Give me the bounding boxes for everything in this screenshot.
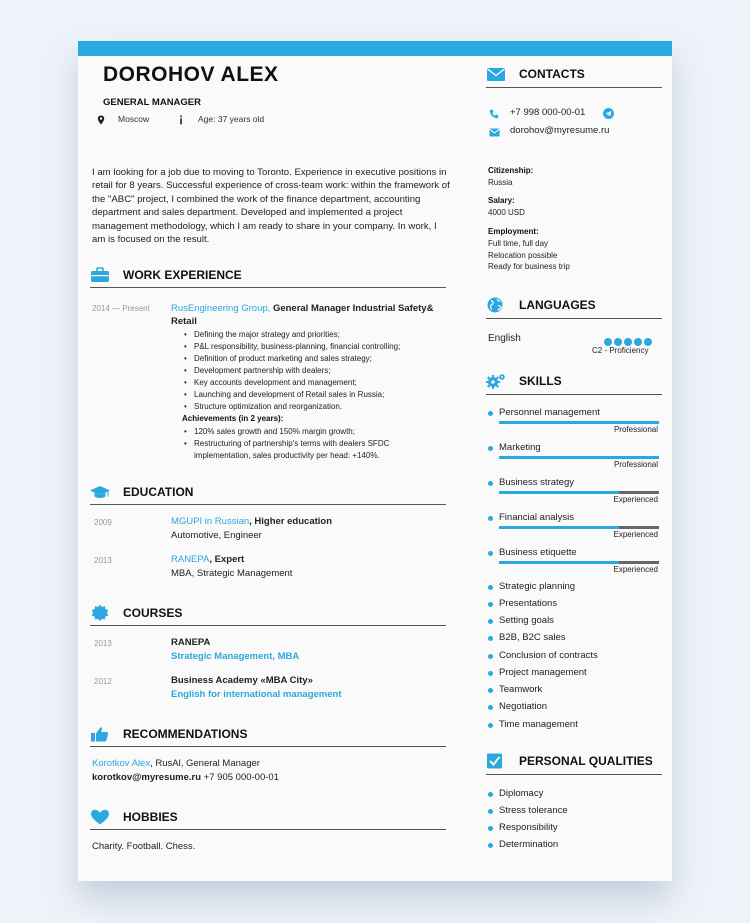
skill-bar	[499, 526, 659, 529]
school-name: MGUPI in Russian	[171, 516, 250, 527]
checkbox-icon	[486, 753, 506, 769]
bullet	[488, 551, 493, 556]
citizenship-label: Citizenship:	[488, 166, 534, 175]
email-icon	[489, 128, 500, 137]
skill-bar	[499, 491, 659, 494]
course-date: 2012	[94, 677, 112, 686]
employment-item: Relocation possible	[488, 250, 558, 260]
summary-text: I am looking for a job due to moving to Toronto. Experience in executive positions in retail for 8 years. Successful experience of cross-team work: within the framework of the "ABC" project, I combined the work of the finance department, accounting department and sales department. Developed and implemented a project management methodology, which I am ready to share in your company. In work, I am is focused on the result.	[92, 167, 450, 246]
bullet	[488, 411, 493, 416]
achievements-list	[183, 426, 423, 462]
bullet	[488, 654, 493, 659]
course-name: Strategic Management, MBA	[171, 651, 300, 662]
education-field: MBA, Strategic Management	[171, 568, 293, 579]
degree: , Higher education	[249, 516, 333, 527]
skill-name: Conclusion of contracts	[499, 650, 598, 661]
contact-phone[interactable]: +7 998 000-00-01	[510, 107, 586, 118]
phone-icon	[489, 109, 499, 119]
list-item: • Development partnership with dealers;	[183, 365, 453, 377]
skill-name: Project management	[499, 667, 587, 678]
languages-header	[486, 296, 662, 319]
envelope-icon	[486, 66, 506, 82]
recommender	[92, 758, 260, 769]
rating-dot	[604, 338, 612, 346]
quality-name: Determination	[499, 839, 559, 850]
recommender-email: korotkov@myresume.ru	[92, 772, 202, 783]
info-icon	[176, 115, 186, 125]
skill-level: Experienced	[613, 530, 658, 539]
bullet	[488, 843, 493, 848]
list-item: • 120% sales growth and 150% margin growth;	[183, 426, 423, 438]
section-title: LANGUAGES	[519, 298, 596, 312]
language-name: English	[488, 333, 521, 344]
list-item: • Structure optimization and reorganization.	[183, 401, 453, 413]
work-date: 2014 — Present	[92, 304, 150, 313]
education-field: Automotive, Engineer	[171, 530, 262, 541]
bullet	[488, 602, 493, 607]
list-item: • Defining the major strategy and priorities;	[183, 329, 453, 341]
employment-item: Ready for business trip	[488, 262, 570, 271]
skill-name: Negotiation	[499, 701, 548, 712]
hobbies-header	[90, 807, 446, 830]
section-title: EDUCATION	[123, 485, 194, 499]
bullet	[488, 792, 493, 797]
school-name: RANEPA	[171, 554, 210, 565]
bullet	[488, 446, 493, 451]
bullet	[488, 516, 493, 521]
bullet	[488, 809, 493, 814]
recommender-name: Korotkov Alex	[92, 758, 151, 769]
full-name: DOROHOV ALEX	[103, 63, 279, 86]
skill-name: Teamwork	[499, 684, 543, 695]
bullet	[488, 688, 493, 693]
employment-item: Full time, full day	[488, 239, 549, 248]
citizenship-value: Russia	[488, 178, 513, 187]
company-name: RusEngineering Group,	[171, 303, 271, 314]
skill-name: B2B, B2C sales	[499, 632, 566, 643]
education-header	[90, 482, 446, 505]
bullet	[488, 619, 493, 624]
skill-name: Strategic planning	[499, 581, 576, 592]
course-org: Business Academy «MBA City»	[171, 675, 313, 686]
courses-header	[90, 603, 446, 626]
thumbs-up-icon	[90, 726, 110, 742]
contact-email[interactable]: dorohov@myresume.ru	[510, 125, 610, 136]
role-title: General Manager Industrial Safety& Retail	[171, 303, 434, 327]
quality-name: Stress tolerance	[499, 805, 568, 816]
section-title: WORK EXPERIENCE	[123, 268, 242, 282]
duties-list	[183, 329, 453, 413]
employment-label: Employment:	[488, 227, 539, 236]
skill-bar	[499, 561, 659, 564]
education-item	[171, 516, 332, 527]
skill-bar	[499, 421, 659, 424]
skill-bar-fill	[499, 456, 659, 459]
bullet	[488, 826, 493, 831]
work-experience-header	[90, 265, 446, 288]
contacts-header	[486, 65, 662, 88]
section-title: SKILLS	[519, 374, 562, 388]
age: Age: 37 years old	[198, 114, 265, 124]
heart-icon	[90, 809, 110, 825]
skill-bar-fill	[499, 491, 619, 494]
skill-level: Professional	[613, 425, 658, 434]
list-item: • P&L responsibility, business-planning, financial controlling;	[183, 341, 453, 353]
briefcase-icon	[90, 267, 110, 283]
education-date: 2009	[94, 518, 112, 527]
globe-icon	[486, 297, 506, 313]
education-item	[171, 554, 244, 565]
quality-name: Diplomacy	[499, 788, 544, 799]
skill-name: Business etiquette	[499, 547, 577, 558]
bullet	[488, 481, 493, 486]
accent-bar	[78, 41, 672, 56]
section-title: RECOMMENDATIONS	[123, 727, 248, 741]
language-level: C2 - Proficiency	[592, 346, 649, 355]
section-title: CONTACTS	[519, 67, 585, 81]
list-item: • Launching and development of Retail sales in Russia;	[183, 389, 453, 401]
quality-name: Responsibility	[499, 822, 558, 833]
skills-header	[486, 372, 662, 395]
skill-bar-fill	[499, 561, 619, 564]
skill-bar	[499, 456, 659, 459]
skill-bar-fill	[499, 526, 619, 529]
skill-name: Time management	[499, 719, 578, 730]
work-position	[171, 302, 441, 328]
recommender-role: , RusAl, General Manager	[150, 758, 260, 769]
salary-value: 4000 USD	[488, 208, 525, 217]
skill-level: Experienced	[613, 495, 658, 504]
bullet	[488, 671, 493, 676]
skill-name: Setting goals	[499, 615, 554, 626]
list-item: • Restructuring of partnership's terms with dealers SFDC implementation, sales productivity per head: +140%.	[183, 438, 423, 462]
list-item: • Key accounts development and management;	[183, 377, 453, 389]
achievements-label: Achievements (in 2 years):	[182, 414, 284, 423]
education-date: 2013	[94, 556, 112, 565]
section-title: HOBBIES	[123, 810, 178, 824]
bullet	[488, 705, 493, 710]
skill-level: Professional	[613, 460, 658, 469]
skill-name: Personnel management	[499, 407, 600, 418]
skill-level: Experienced	[613, 565, 658, 574]
telegram-icon[interactable]	[603, 108, 614, 119]
recommendations-header	[90, 724, 446, 747]
recommender-phone: +7 905 000-00-01	[201, 772, 279, 783]
rating-dot	[624, 338, 632, 346]
badge-icon	[90, 605, 110, 621]
course-date: 2013	[94, 639, 112, 648]
skill-name: Presentations	[499, 598, 558, 609]
city: Moscow	[118, 114, 150, 124]
recommender-contacts	[92, 772, 279, 783]
section-title: COURSES	[123, 606, 183, 620]
skill-name: Marketing	[499, 442, 541, 453]
degree: , Expert	[209, 554, 245, 565]
course-org: RANEPA	[171, 637, 211, 648]
rating-dot	[644, 338, 652, 346]
skill-name: Business strategy	[499, 477, 574, 488]
personal-qualities-header	[486, 752, 662, 775]
skill-bar-fill	[499, 421, 659, 424]
rating-dot	[614, 338, 622, 346]
graduation-cap-icon	[90, 484, 110, 500]
skill-name: Financial analysis	[499, 512, 574, 523]
job-title: GENERAL MANAGER	[103, 97, 201, 108]
location-pin-icon	[96, 115, 106, 125]
bullet	[488, 585, 493, 590]
gears-icon	[486, 373, 506, 389]
salary-label: Salary:	[488, 196, 515, 205]
bullet	[488, 723, 493, 728]
section-title: PERSONAL QUALITIES	[519, 754, 653, 768]
bullet	[488, 636, 493, 641]
hobbies-text: Charity. Football. Chess.	[92, 841, 196, 852]
resume-page	[78, 41, 672, 881]
list-item: • Definition of product marketing and sales strategy;	[183, 353, 453, 365]
course-name: English for international management	[171, 689, 342, 700]
language-rating	[602, 333, 662, 343]
rating-dot	[634, 338, 642, 346]
